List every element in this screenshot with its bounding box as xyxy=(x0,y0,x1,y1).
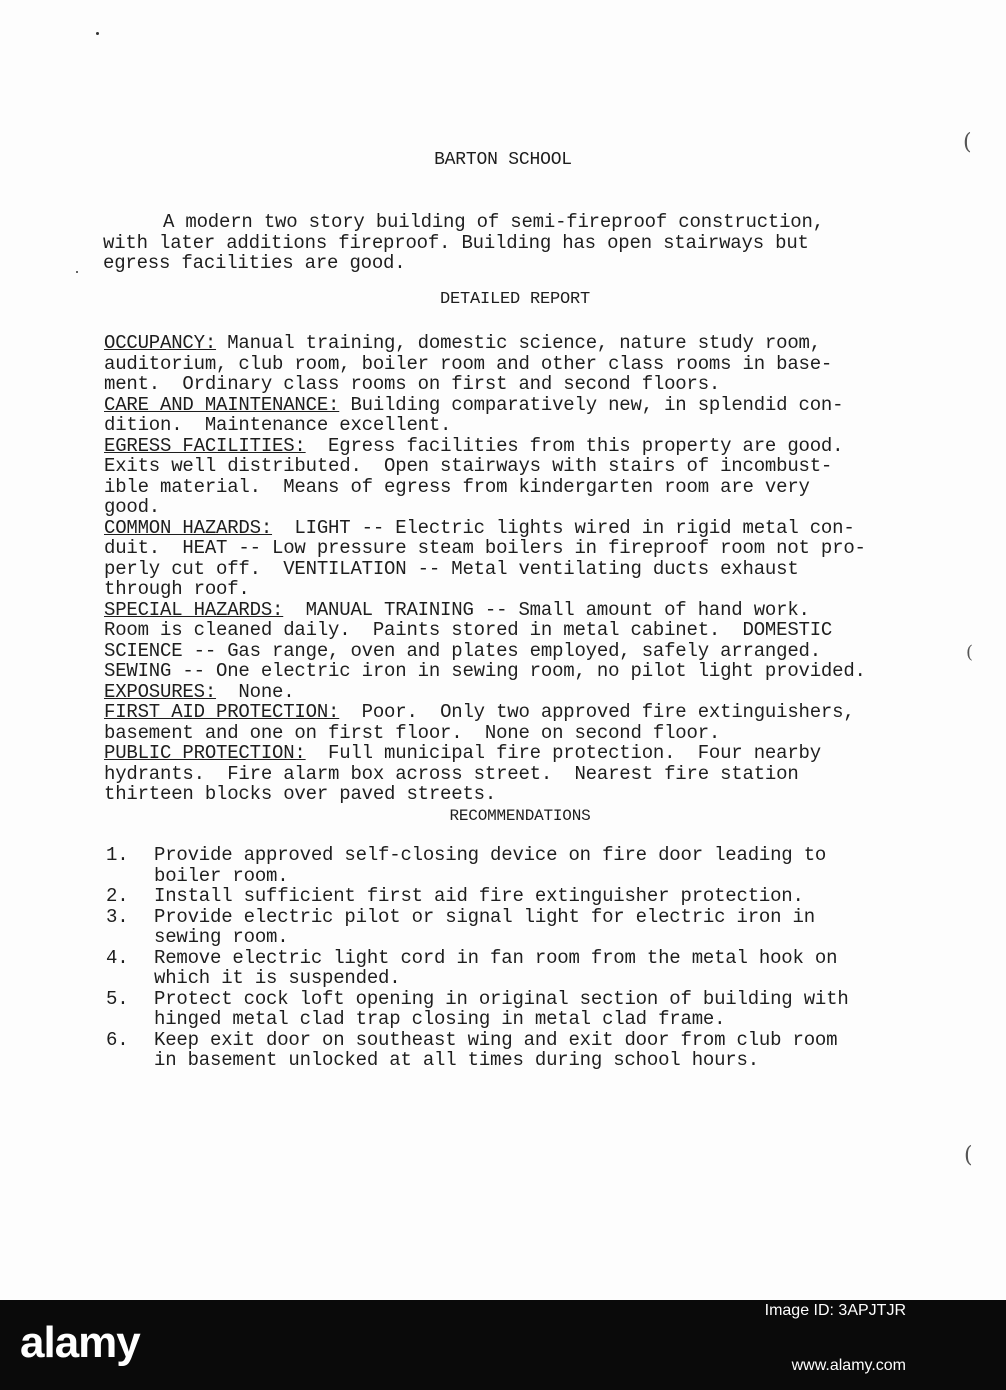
recommendation-item xyxy=(106,886,906,907)
recommendation-number: 1. xyxy=(106,844,129,866)
section-label: FIRST AID PROTECTION: xyxy=(104,701,340,723)
recommendation-text xyxy=(154,907,906,948)
recommendation-number: 5. xyxy=(106,987,129,1010)
section-text: dition. Maintenance excellent. xyxy=(104,414,452,436)
detailed-report-heading: DETAILED REPORT xyxy=(439,290,591,309)
section-text: Room is cleaned daily. Paints stored in metal cabinet. DOMESTIC xyxy=(104,619,833,641)
report-line xyxy=(104,743,924,764)
report-line xyxy=(104,436,924,457)
report-line xyxy=(104,661,924,682)
report-line xyxy=(104,600,924,621)
intro-line: A modern two story building of semi-fireproof construction, xyxy=(163,211,824,233)
recommendation-number: 3. xyxy=(106,905,129,928)
intro-line: with later additions fireproof. Building has open stairways but xyxy=(103,231,809,254)
recommendation-line: Keep exit door on southeast wing and exit door from club room xyxy=(154,1028,838,1051)
section-text: Manual training, domestic science, nature study room, xyxy=(216,332,821,354)
report-line xyxy=(104,784,924,805)
report-line xyxy=(104,415,924,436)
recommendation-text xyxy=(154,948,906,989)
section-text: Building comparatively new, in splendid con- xyxy=(339,393,844,416)
section-text: None. xyxy=(216,680,295,703)
section-text: perly cut off. VENTILATION -- Metal ventilating ducts exhaust xyxy=(104,557,799,580)
section-text: auditorium, club room, boiler room and other class rooms in base- xyxy=(104,352,833,375)
section-text: through roof. xyxy=(104,578,250,600)
report-line xyxy=(104,497,924,518)
report-line xyxy=(104,559,924,580)
section-text: Egress facilities from this property are good. xyxy=(305,434,844,457)
recommendation-text xyxy=(154,1030,906,1071)
report-line xyxy=(104,764,924,785)
recommendation-line: Provide electric pilot or signal light for electric iron in xyxy=(154,905,815,928)
recommendations-heading: RECOMMENDATIONS xyxy=(449,807,591,825)
alamy-logo: alamy xyxy=(20,1318,140,1367)
section-text: good. xyxy=(104,496,161,518)
section-text: LIGHT -- Electric lights wired in rigid metal con- xyxy=(272,516,855,539)
report-line xyxy=(104,620,924,641)
report-line xyxy=(104,682,924,703)
recommendation-line: sewing room. xyxy=(154,926,289,948)
report-line xyxy=(104,477,924,498)
recommendation-line: in basement unlocked at all times during school hours. xyxy=(154,1049,759,1071)
section-text: SCIENCE -- Gas range, oven and plates employed, safely arranged. xyxy=(104,639,821,662)
recommendation-number: 6. xyxy=(106,1028,129,1051)
section-label: CARE AND MAINTENANCE: xyxy=(104,393,340,416)
section-text: ible material. Means of egress from kindergarten room are very xyxy=(104,475,810,498)
document-title: BARTON SCHOOL xyxy=(434,150,572,170)
recommendation-line: hinged metal clad trap closing in metal clad frame. xyxy=(154,1008,726,1030)
section-label: COMMON HAZARDS: xyxy=(104,516,273,539)
report-line xyxy=(104,723,924,744)
recommendation-item xyxy=(106,989,906,1030)
section-text: Exits well distributed. Open stairways with stairs of incombust- xyxy=(104,455,833,477)
report-line xyxy=(104,333,924,354)
section-text: MANUAL TRAINING -- Small amount of hand work. xyxy=(283,598,810,621)
intro-line: egress facilities are good. xyxy=(103,252,406,274)
section-text: thirteen blocks over paved streets. xyxy=(104,783,497,805)
report-line xyxy=(104,518,924,539)
recommendation-item xyxy=(106,948,906,989)
recommendation-line: which it is suspended. xyxy=(154,967,401,989)
recommendation-line: Protect cock loft opening in original section of building with xyxy=(154,987,849,1010)
recommendation-line: Remove electric light cord in fan room from the metal hook on xyxy=(154,946,838,969)
section-text: Poor. Only two approved fire extinguishers, xyxy=(339,701,855,723)
speck xyxy=(76,271,78,273)
report-line xyxy=(104,456,924,477)
section-label: EXPOSURES: xyxy=(104,680,217,703)
detailed-report-body xyxy=(104,333,924,805)
intro-paragraph xyxy=(103,212,903,274)
recommendation-line: Install sufficient first aid fire extinguisher protection. xyxy=(154,885,804,907)
margin-mark: ( xyxy=(963,130,972,155)
recommendation-text xyxy=(154,845,906,886)
margin-mark: ( xyxy=(964,1143,973,1168)
section-text: hydrants. Fire alarm box across street. Nearest fire station xyxy=(104,762,799,785)
margin-mark: ( xyxy=(966,642,974,663)
recommendation-item xyxy=(106,907,906,948)
recommendation-text xyxy=(154,886,906,907)
section-label: EGRESS FACILITIES: xyxy=(104,434,306,457)
section-label: PUBLIC PROTECTION: xyxy=(104,742,306,764)
section-text: SEWING -- One electric iron in sewing room, no pilot light provided. xyxy=(104,660,866,682)
recommendation-item xyxy=(106,845,906,886)
section-label: SPECIAL HAZARDS: xyxy=(104,598,284,621)
recommendation-number: 4. xyxy=(106,946,129,969)
recommendations-list xyxy=(106,845,906,1071)
report-line xyxy=(104,374,924,395)
image-id: Image ID: 3APJTJR xyxy=(764,1302,906,1319)
section-text: duit. HEAT -- Low pressure steam boilers in fireproof room not pro- xyxy=(104,537,866,559)
section-text: ment. Ordinary class rooms on first and second floors. xyxy=(104,373,721,395)
section-label: OCCUPANCY: xyxy=(104,332,217,354)
report-line xyxy=(104,395,924,416)
recommendation-item xyxy=(106,1030,906,1071)
report-line xyxy=(104,579,924,600)
recommendation-number: 2. xyxy=(106,885,129,907)
recommendation-line: boiler room. xyxy=(154,864,289,887)
section-text: basement and one on first floor. None on second floor. xyxy=(104,721,721,744)
report-line xyxy=(104,702,924,723)
site-url: www.alamy.com xyxy=(791,1357,906,1374)
report-line xyxy=(104,641,924,662)
report-line xyxy=(104,538,924,559)
section-text: Full municipal fire protection. Four nearby xyxy=(305,742,821,764)
recommendation-text xyxy=(154,989,906,1030)
speck xyxy=(96,32,99,35)
recommendation-line: Provide approved self-closing device on fire door leading to xyxy=(154,844,827,866)
report-line xyxy=(104,354,924,375)
